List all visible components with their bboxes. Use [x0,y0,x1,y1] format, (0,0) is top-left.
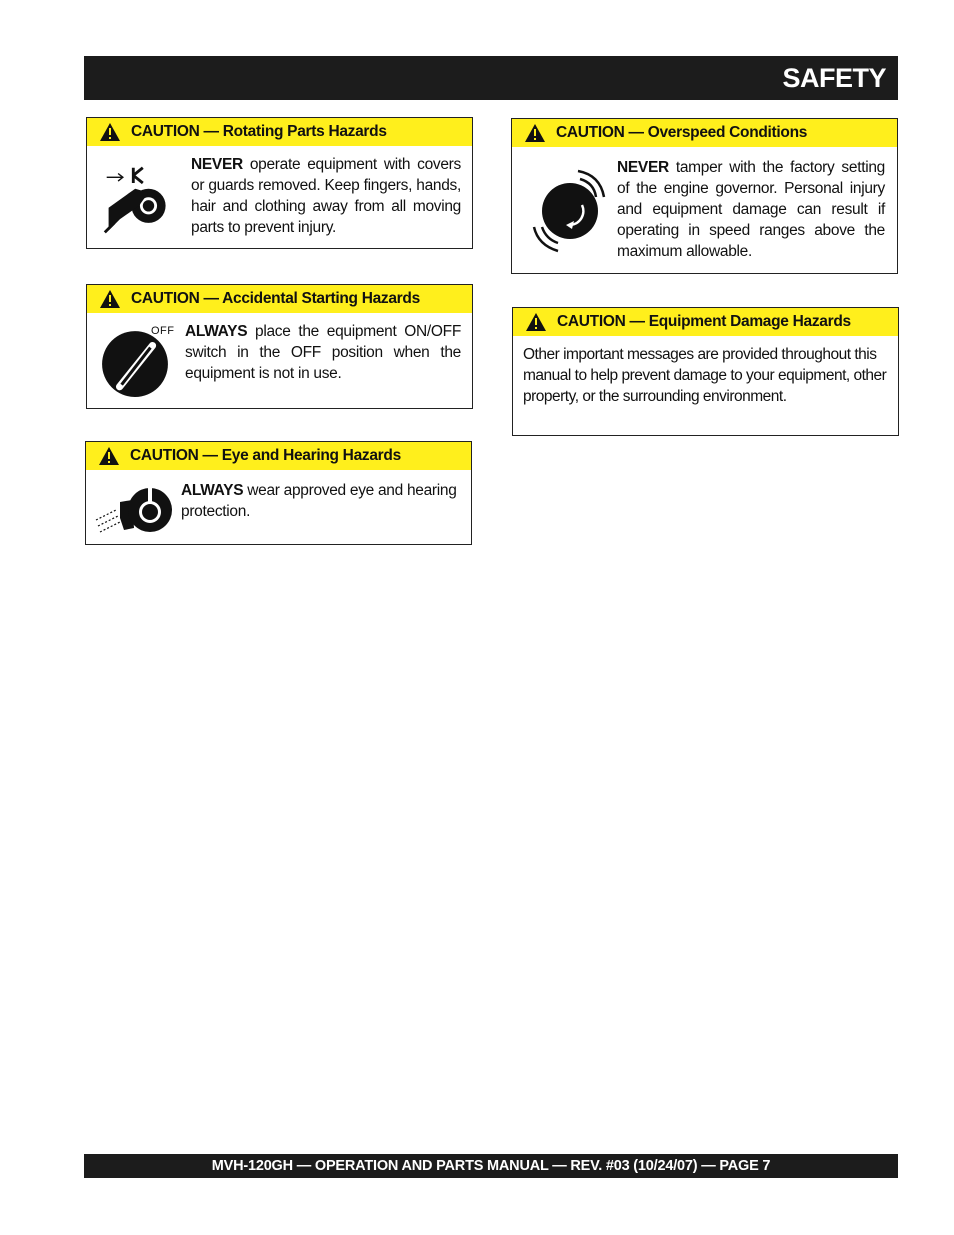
message-text: tamper with the factory setting of the engine governor. Personal injury and equipment damage can result if operating in speed ranges above the maximum allowable. [617,159,885,260]
lead-word: NEVER [191,156,243,173]
warning-triangle-icon [525,312,547,332]
eye-hearing-protection-icon [94,478,174,540]
warning-triangle-icon [99,289,121,309]
overspeed-gauge-icon [530,165,610,255]
lead-word: ALWAYS [185,323,248,340]
caution-rotating-parts [86,117,473,249]
caution-title: CAUTION — Eye and Hearing Hazards [130,447,401,464]
caution-message [185,321,461,384]
rotating-parts-icon [101,164,177,240]
warning-triangle-icon [98,446,120,466]
header-bar [84,56,898,100]
caution-accidental-starting [86,284,473,409]
message-text: wear approved eye and hearing protection. [181,482,457,520]
caution-message: Other important messages are provided throughout this manual to help prevent damage to your equipment, other property, or the surrounding environment. [523,346,887,405]
warning-triangle-icon [99,122,121,142]
footer-text: MVH-120GH — OPERATION AND PARTS MANUAL — REV. #03 (10/24/07) — PAGE 7 [211,1158,771,1174]
caution-title: CAUTION — Overspeed Conditions [556,124,808,141]
caution-banner [87,285,472,313]
caution-banner [86,442,471,470]
message-text: place the equipment ON/OFF switch in the OFF position when the equipment is not in use. [185,323,461,382]
lead-word: ALWAYS [181,482,244,499]
caution-message [617,157,885,262]
caution-banner [513,308,898,336]
caution-title: CAUTION — Accidental Starting Hazards [131,290,420,307]
caution-message [181,480,461,522]
caution-equipment-damage [512,307,899,436]
lead-word: NEVER [617,159,669,176]
off-switch-icon [99,325,171,397]
page-title: SAFETY [782,63,886,93]
message-text: operate equipment with covers or guards removed. Keep fingers, hands, hair and clothing away from all moving parts to prevent injury. [191,156,461,236]
caution-overspeed [511,118,898,274]
caution-banner [512,119,897,147]
caution-eye-hearing [85,441,472,545]
caution-title: CAUTION — Equipment Damage Hazards [557,313,851,330]
caution-title: CAUTION — Rotating Parts Hazards [131,123,387,140]
caution-banner [87,118,472,146]
warning-triangle-icon [524,123,546,143]
off-label: OFF [151,325,175,337]
caution-message [191,154,461,238]
footer-bar [84,1154,898,1178]
